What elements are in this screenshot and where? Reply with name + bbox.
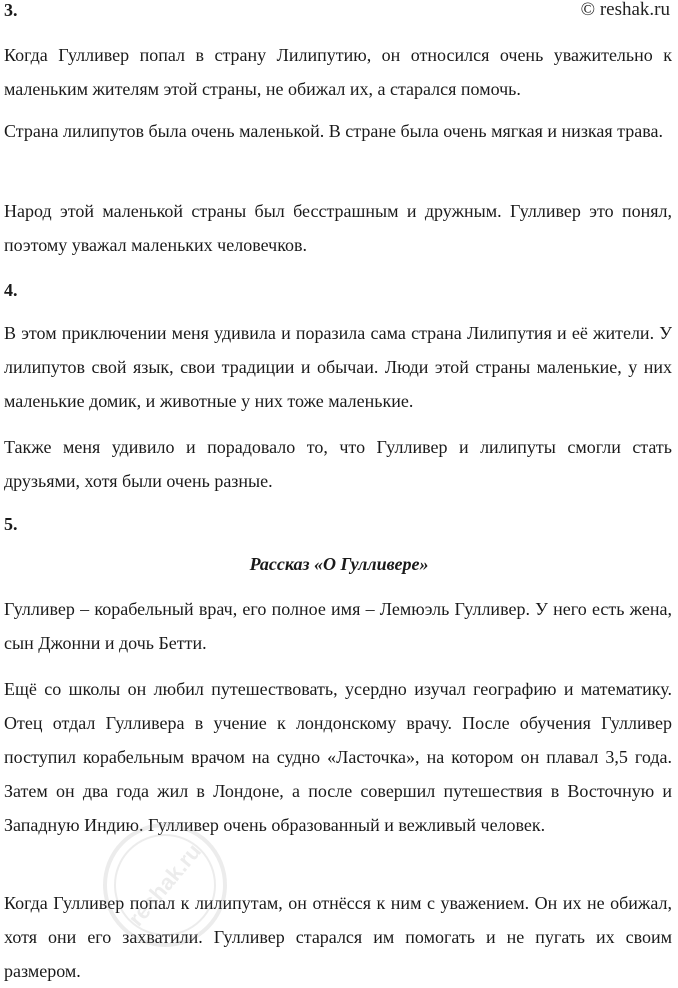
story-title: Рассказ «О Гулливере»	[249, 554, 429, 574]
section-number-3: 3.	[4, 0, 18, 20]
section-5-paragraph-2: Ещё со школы он любил путешествовать, усердно изучал географию и математику. Отец отдал Гулливера в учение к лондонскому врачу. После обучения Гулливер поступил корабельным врачом на судно «Ласточка», на котором он плавал 3,5 года. Затем он два года жил в Лондоне, а после совершил путешествия в Восточную и Западную Индию. Гулливер очень образованный и вежливый человек.	[4, 679, 672, 835]
section-5-paragraph-3: Когда Гулливер попал к лилипутам, он отнёсся к ним с уважением. Он их не обижал, хотя они его захватили. Гулливер старался им помогать и не пугать их своим размером.	[4, 893, 672, 981]
section-3-paragraph-3: Народ этой маленькой страны был бесстрашным и дружным. Гулливер это понял, поэтому уважал маленьких человечков.	[4, 201, 672, 255]
section-3-paragraph-1: Когда Гулливер попал в страну Лилипутию, он относился очень уважительно к маленьким жителям этой страны, не обижал их, а старался помочь.	[4, 45, 672, 99]
section-5-paragraph-1: Гулливер – корабельный врач, его полное имя – Лемюэль Гулливер. У него есть жена, сын Джонни и дочь Бетти.	[4, 599, 672, 653]
section-4-paragraph-1: В этом приключении меня удивила и поразила сама страна Лилипутия и её жители. У лилипутов свой язык, свои традиции и обычаи. Люди этой страны маленькие, у них маленькие домик, и животные у них тоже маленькие.	[4, 323, 672, 411]
section-number-4: 4.	[4, 280, 18, 300]
site-credit: © reshak.ru	[580, 0, 670, 20]
svg-text:reshak.ru: reshak.ru	[123, 838, 207, 931]
section-3-paragraph-2: Страна лилипутов была очень маленькой. В стране была очень мягкая и низкая трава.	[4, 121, 663, 141]
section-4-paragraph-2: Также меня удивило и порадовало то, что Гулливер и лилипуты смогли стать друзьями, хотя были очень разные.	[4, 437, 672, 491]
section-number-5: 5.	[4, 514, 18, 534]
